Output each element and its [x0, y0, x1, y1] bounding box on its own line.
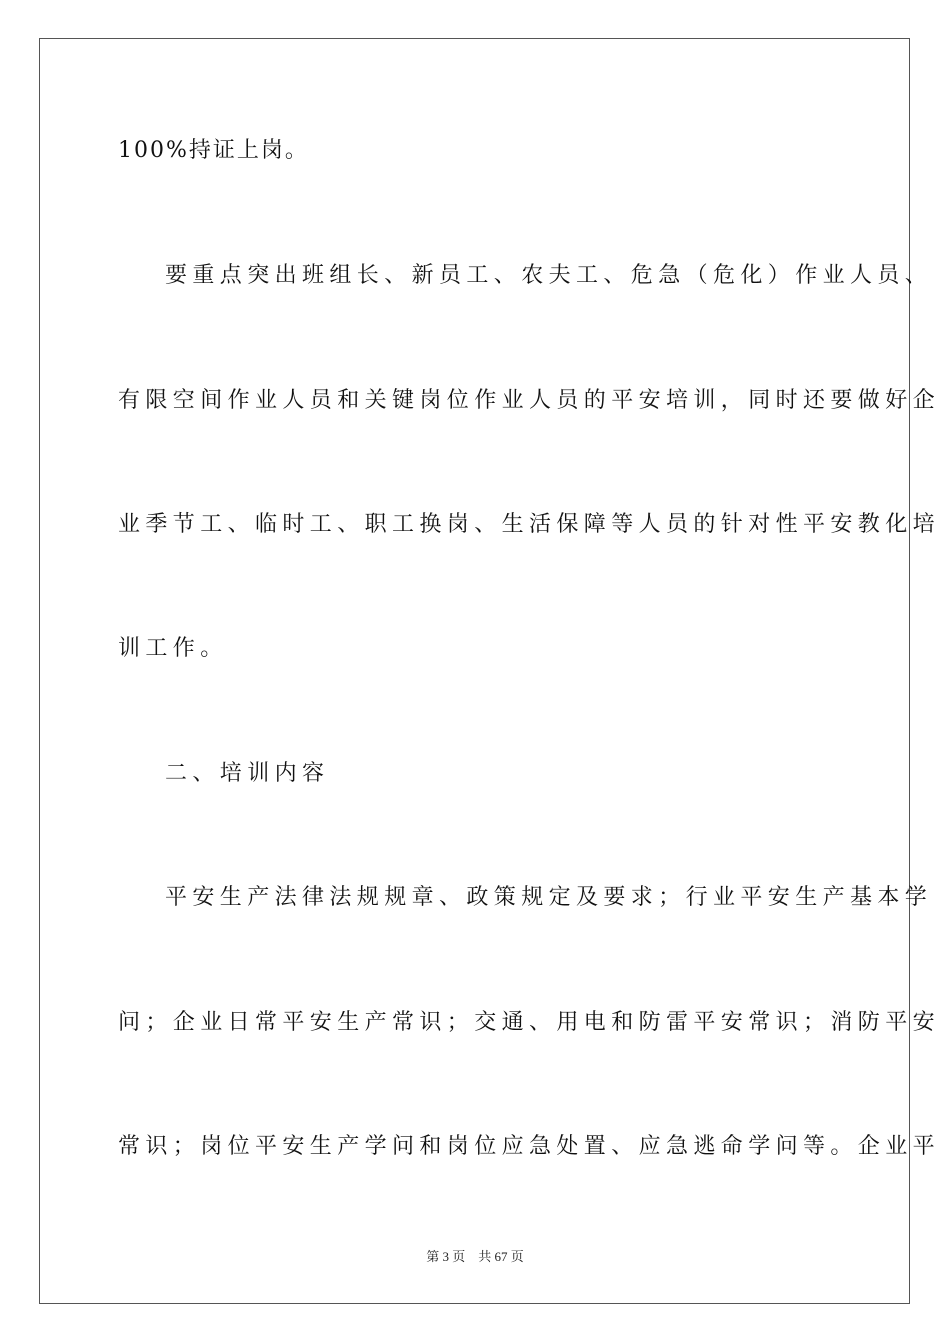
body-line-4: 业季节工、临时工、职工换岗、生活保障等人员的针对性平安教化培 — [118, 512, 941, 537]
body-line-1: 100%持证上岗。 — [118, 138, 309, 163]
page-number: 第 3 页 — [426, 1249, 466, 1264]
section-heading: 二、培训内容 — [165, 761, 330, 786]
body-line-2: 要重点突出班组长、新员工、农夫工、危急（危化）作业人员、 — [165, 263, 933, 288]
page-border — [39, 38, 941, 1304]
body-line-9: 常识；岗位平安生产学问和岗位应急处置、应急逃命学问等。企业平 — [118, 1134, 941, 1159]
body-line-7: 平安生产法律法规规章、政策规定及要求；行业平安生产基本学 — [165, 885, 933, 910]
total-pages: 共 67 页 — [478, 1249, 524, 1264]
page-footer — [0, 1248, 950, 1266]
body-line-8: 问；企业日常平安生产常识；交通、用电和防雷平安常识；消防平安 — [118, 1010, 941, 1035]
body-line-3: 有限空间作业人员和关键岗位作业人员的平安培训，同时还要做好企 — [118, 388, 941, 413]
body-line-5: 训工作。 — [118, 636, 228, 661]
